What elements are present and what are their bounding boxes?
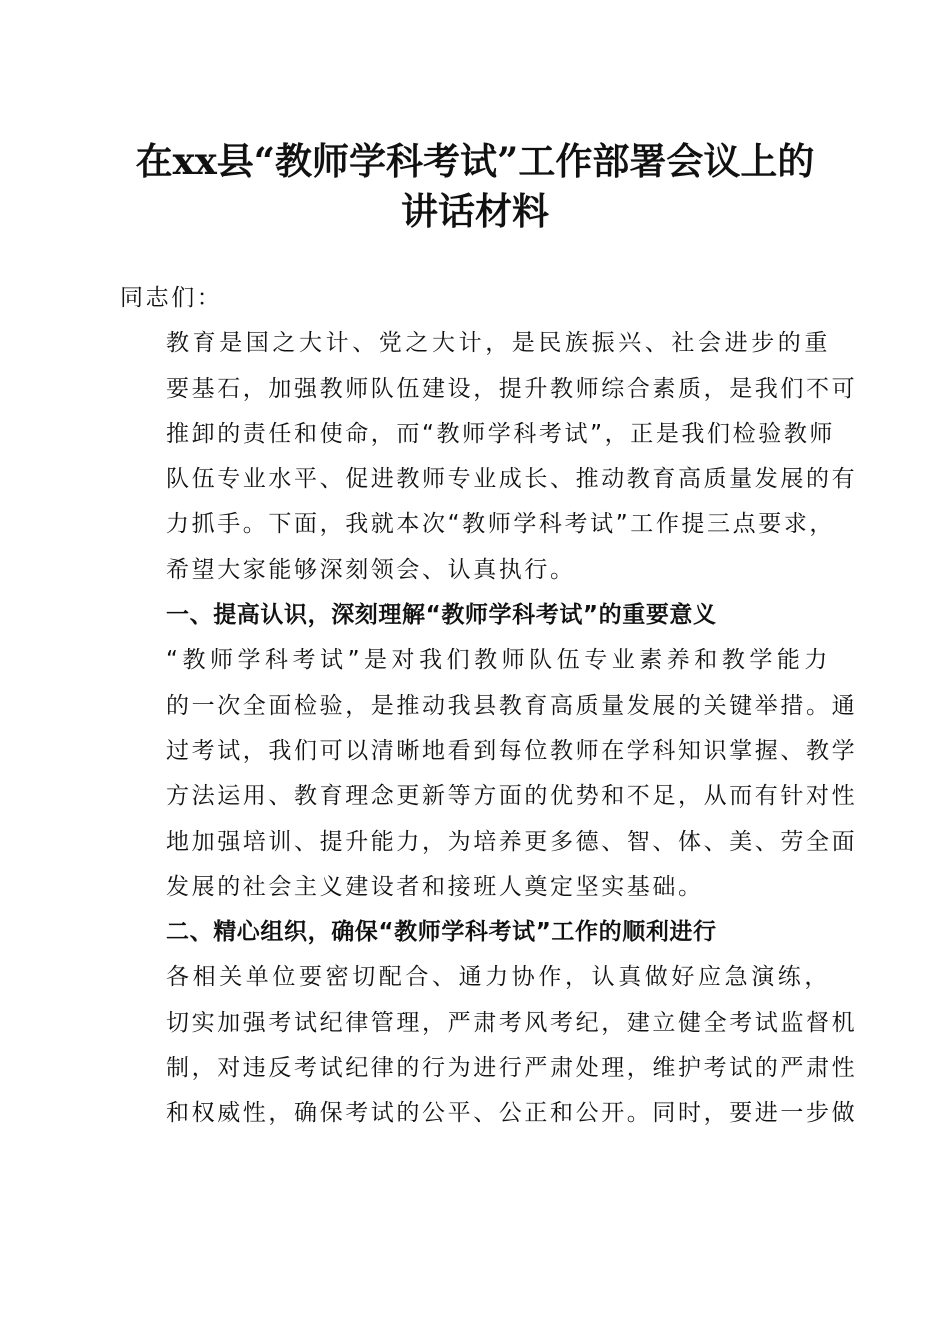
text-line: 要基石，加强教师队伍建设，提升教师综合素质，是我们不可 bbox=[166, 375, 858, 402]
text-line: 发展的社会主义建设者和接班人奠定坚实基础。 bbox=[166, 873, 704, 900]
text-line: 切实加强考试纪律管理，严肃考风考纪，建立健全考试监督机 bbox=[166, 1009, 858, 1036]
text-line: 各相关单位要密切配合、通力协作，认真做好应急演练， bbox=[166, 964, 830, 991]
document-body bbox=[120, 276, 858, 1137]
paragraph-section-2 bbox=[120, 955, 858, 1136]
paragraph-intro bbox=[120, 321, 858, 593]
text-line: 教育是国之大计、党之大计，是民族振兴、社会进步的重 bbox=[166, 330, 830, 357]
section-heading-1: 一、提高认识，深刻理解“教师学科考试”的重要意义 bbox=[166, 602, 717, 629]
text-line: 希望大家能够深刻领会、认真执行。 bbox=[166, 556, 576, 583]
document-title bbox=[100, 136, 850, 236]
text-line: 过考试，我们可以清晰地看到每位教师在学科知识掌握、教学 bbox=[166, 737, 858, 764]
salutation: 同志们： bbox=[120, 285, 223, 311]
text-line: 的一次全面检验，是推动我县教育高质量发展的关键举措。通 bbox=[166, 692, 858, 719]
paragraph-section-1 bbox=[120, 638, 858, 910]
text-line: 方法运用、教育理念更新等方面的优势和不足，从而有针对性 bbox=[166, 783, 858, 810]
text-line: 和权威性，确保考试的公平、公正和公开。同时，要进一步做 bbox=[166, 1100, 858, 1127]
text-line: “教师学科考试”是对我们教师队伍专业素养和教学能力 bbox=[166, 647, 830, 674]
text-line: 队伍专业水平、促进教师专业成长、推动教育高质量发展的有 bbox=[166, 466, 858, 493]
text-line: 地加强培训、提升能力，为培养更多德、智、体、美、劳全面 bbox=[166, 828, 858, 855]
section-heading-2: 二、精心组织，确保“教师学科考试”工作的顺利进行 bbox=[166, 919, 717, 946]
title-line-1: 在xx县“教师学科考试”工作部署会议上的 bbox=[135, 139, 815, 183]
text-line: 制，对违反考试纪律的行为进行严肃处理，维护考试的严肃性 bbox=[166, 1055, 858, 1082]
title-line-2: 讲话材料 bbox=[401, 189, 549, 233]
text-line: 推卸的责任和使命，而“教师学科考试”，正是我们检验教师 bbox=[166, 420, 836, 447]
text-line: 力抓手。下面，我就本次“教师学科考试”工作提三点要求， bbox=[166, 511, 836, 538]
